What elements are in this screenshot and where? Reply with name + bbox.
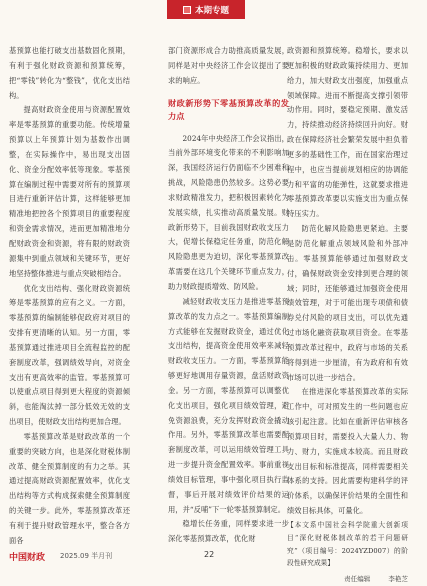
column-label: 本期专题 <box>194 5 229 16</box>
paragraph: 减轻财政收支压力是推进零基预算改革的发力点之一。零基预算编制方式能够在发掘财政资金，通过优化支出结构，提高资金使用效率来减轻财政收支压力。一方面，零基预算能够更好地调用存量资源，盘活财政资金。另一方面，零基预算可以调整优化支出项目，强化项目绩效管理，避免资源浪费，充分发挥财政资金撬动作用。另外，零基预算改革也需要配套制度改革，可以运用绩效管理工具进一步提升资金配置效率。事前重视绩效目标管理，事中强化项目执行监督，事后开展对绩效评价结果的运用，并“反哺”下一轮零基预算制定。 <box>168 296 289 514</box>
article-column-3 <box>287 44 408 586</box>
article-column-1 <box>9 44 130 549</box>
paragraph: 基预算也能打破支出基数固化预期，有利于强化财政资源和预算统筹，把“零钱”转化为“整钱”，优化支出结构。 <box>9 46 130 100</box>
byline <box>287 572 408 586</box>
paragraph: 防范化解风险隐患更紧迫。主要是防范化解重点领域风险和外部冲击。零基预算能够通过加强财政支付，确保财政资金安排到更合理的领域；同时，还能够通过加强资金使用绩效管理，对于可能出现专项债和债券兑付风险的项目支出，可以优先通过市场化融资获取项目资金。在零基预算改革过程中，政府与市场的关系将得到进一步厘清，有为政府和有效市场可以进一步结合。 <box>287 224 408 382</box>
section-heading: 财政新形势下零基预算改革的发力点 <box>168 97 289 121</box>
page-footer <box>0 547 427 566</box>
paragraph: 政资源和预算统筹。稳增长，要求以更加积极的财政政策持续用力、更加给力，加大财政支出强度，加强重点领域保障。进而不断提高支撑引领带动作用。同时，要稳定预期、激发活力，持续推动经济持续回升向好。财政在保障经济社会繁荣发展中担负着更多的基础性工作，而在国家治理过程中，也应当提前规划相应的协调能力和平富的功能弹性，这就要求推进零基预算改革要以实施支出为重点保持压实力。 <box>287 46 408 219</box>
paragraph: 部门资源形成合力助推高质量发展，同样是对中央经济工作会议提出了要求的响应。 <box>168 46 289 85</box>
paragraph: 2024年中央经济工作会议指出，当前外部环境变化带来的不利影响加深，我国经济运行仍面临不少困难和挑战，风险隐患仍然较多。这势必要求财政精准发力，把积极因素转化为发展实绩，扎实推动高质量发展。财政新形势下，目前我国财政收支压力大，促增长保稳定任务重，防范化解风险隐患更为迫切，深化零基预算改革需要在这几个关键环节重点发力，助力财政提质增效、防风险。 <box>168 133 289 291</box>
article-column-2 <box>168 44 289 547</box>
magazine-logo: 中国财政 <box>9 553 46 563</box>
issue-label: 2025.09 半月刊 <box>60 552 113 560</box>
paragraph: 零基预算改革是财政改革的一个重要的突破方向，也是深化财税体制改革、健全预算制度的有力之举。其通过提高财政资源配置效率，优化支出结构等方式构成探索健全预算制度的关键一步。此外，零基预算改革还有利于提升财政管理水平，整合各方面各 <box>9 431 130 545</box>
funding-note: 【本文系中国社会科学院重大创新项目“深化财税体制改革的若干问题研究”（项目编号：2024YZD007）的阶段性研究成果】 <box>287 521 408 568</box>
paragraph: 稳增长任务重，同样要求进一步深化零基预算改革，优化财 <box>168 519 289 544</box>
byline-editor-name: 李艳芝 <box>388 575 408 584</box>
page-number: 22 <box>204 550 215 559</box>
paragraph: 优化支出结构、强化财政资源统筹是零基预算的应有之义。一方面，零基预算的编制能够促政府对项目的安排有更清晰的认知。另一方面，零基预算通过推进项目全流程监控的配套制度改革，强调绩效导向，对资金支出有更高效率的监管。零基预算可以使重点项目得到更大程度的资源倾斜，也能淘汰掉一部分低效无效的支出项目，使财政支出结构更加合理。 <box>9 283 130 427</box>
paragraph: 在推进深化零基预算改革的实际工作中，可对照发生的一些问题也应该引起注意。比如在重新评估审核各预算项目时，需要投入大量人力、物力、财力，实施成本较高。而且财政支出目标和标准提高，同样需要相关体系的支持。因此需要构建科学的评价体系，以确保评价结果的全面性和绩效目标具体，可量化。 <box>287 387 408 516</box>
paragraph: 提高财政资金使用与资源配置效率是零基预算的重要功能。传统增量预算以上年预算计划为基数作出调整，在实际操作中，易出现支出固化、资金分配效率低等现象。零基预算在编制过程中需要对所有的预算项目进行重新评估计算，这样能够更加精准地把控各个预算项目的重要程度和资金需求情况，进而更加精准地分配财政资金和资源，将有限的财政资源集中到重点领域和关键环节，更好地坚持整体推进与重点突破相结合。 <box>9 105 130 278</box>
header-square-icon <box>183 6 191 14</box>
column-header-tab <box>167 0 245 19</box>
byline-editor-label: 责任编辑 <box>344 575 371 584</box>
